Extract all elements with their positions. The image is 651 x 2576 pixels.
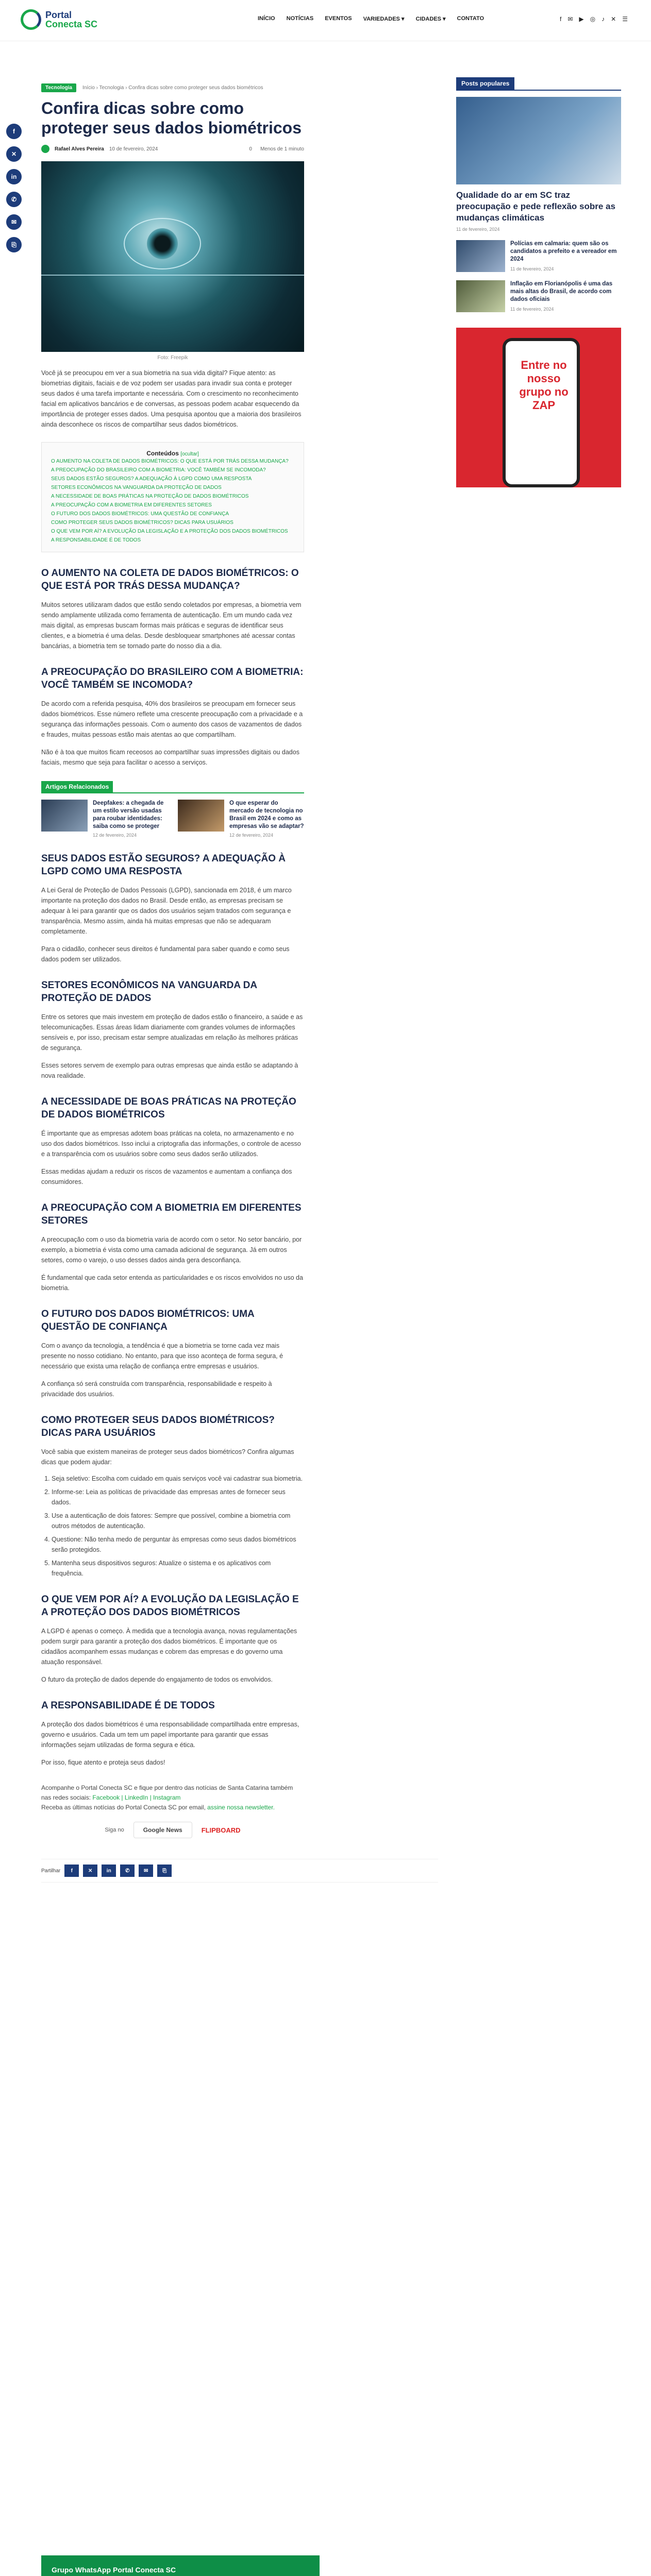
related-inline (41, 781, 304, 838)
google-news-button[interactable]: Google News (133, 1822, 192, 1838)
bottom-share-bar (41, 1859, 438, 1883)
toc-toggle[interactable]: [ocultar] (180, 451, 199, 457)
related-title[interactable]: Deepfakes: a chegada de um estilo versão usadas para roubar identidades: saiba como se proteger (93, 800, 164, 829)
share-linkedin-icon[interactable]: in (102, 1865, 116, 1877)
category-badge[interactable]: Tecnologia (41, 83, 76, 92)
section-heading: SETORES ECONÔMICOS NA VANGUARDA DA PROTEÇÃO DE DADOS (41, 980, 257, 1004)
tips-list (41, 1473, 304, 1579)
tip-item: 4. Questione: Não tenha medo de perguntar às empresas como seus dados biométricos serão protegidos. (52, 1534, 304, 1555)
section-heading: A NECESSIDADE DE BOAS PRÁTICAS NA PROTEÇÃO DE DADOS BIOMÉTRICOS (41, 1096, 296, 1120)
popular-big-title[interactable]: Qualidade do ar em SC traz preocupação e pede reflexão sobre as mudanças climáticas (456, 190, 615, 223)
author-name[interactable]: Rafael Alves Pereira (55, 146, 104, 152)
section-paragraph: Não é à toa que muitos ficam receosos ao compartilhar suas impressões digitais ou dados faciais, mesmo que seja para facilitar o acesso a serviços. (41, 749, 299, 766)
whatsapp-signup-form (41, 2555, 320, 2576)
share-x-icon[interactable]: ✕ (6, 146, 22, 162)
main-nav (258, 15, 484, 22)
share-whatsapp-icon[interactable]: ✆ (6, 192, 22, 207)
share-x-icon[interactable]: ✕ (83, 1865, 97, 1877)
flipboard-button[interactable]: FLIPBOARD (201, 1826, 241, 1834)
popular-thumb[interactable] (456, 240, 505, 272)
popular-item-title[interactable]: Inflação em Florianópolis é uma das mais altas do Brasil, de acordo com dados oficiais (510, 281, 613, 302)
breadcrumb: Início › Tecnologia › Confira dicas sobre como proteger seus dados biométricos (82, 85, 263, 91)
section-paragraph: Com o avanço da tecnologia, a tendência é que a biometria se torne cada vez mais presente no nosso cotidiano. No entanto, para que isso aconteça de forma segura, é necessário que exista uma relação de confiança entre empresas e usuários. (41, 1342, 283, 1370)
nav-item-noticias[interactable]: NOTÍCIAS (286, 15, 314, 22)
share-linkedin-icon[interactable]: in (6, 169, 22, 184)
section-paragraph: Entre os setores que mais investem em proteção de dados estão o financeiro, a saúde e as telecomunicações. Essas áreas lidam diariamente com grandes volumes de informações sensíveis e, por isso, precisam estar sempre atualizadas em relação às melhores práticas de segurança. (41, 1013, 303, 1052)
section-heading: A RESPONSABILIDADE É DE TODOS (41, 1700, 215, 1711)
toc-item[interactable]: SETORES ECONÔMICOS NA VANGUARDA DA PROTEÇÃO DE DADOS (51, 485, 222, 490)
nav-item-variedades[interactable]: VARIEDADES ▾ (363, 16, 405, 22)
email-icon[interactable]: ✉ (567, 15, 573, 23)
related-inline-card[interactable] (41, 800, 168, 838)
section-paragraph: É fundamental que cada setor entenda as particularidades e os riscos envolvidos no uso da biometria. (41, 1274, 303, 1292)
toc-item[interactable]: O AUMENTO NA COLETA DE DADOS BIOMÉTRICOS: O QUE ESTÁ POR TRÁS DESSA MUDANÇA? (51, 459, 289, 464)
form-title: Grupo WhatsApp Portal Conecta SC (52, 2566, 176, 2574)
tip-item: 1. Seja seletivo: Escolha com cuidado em quais serviços você vai cadastrar sua biometria. (52, 1473, 304, 1484)
related-date: 12 de fevereiro, 2024 (93, 833, 137, 838)
share-copy-icon[interactable]: ⎘ (6, 237, 22, 252)
read-time: Menos de 1 minuto (260, 146, 304, 152)
site-logo[interactable] (21, 9, 97, 30)
newsletter-link[interactable]: assine nossa newsletter. (207, 1804, 275, 1811)
section-paragraph: Essas medidas ajudam a reduzir os riscos de vazamentos e aumentam a confiança dos consumidores. (41, 1168, 292, 1185)
section-paragraph: É importante que as empresas adotem boas práticas na coleta, no armazenamento e no uso dos dados biométricos. Isso inclui a criptografia das informações, o controle de acesso e a transparência com os usuários sobre como seus dados serão utilizados. (41, 1130, 301, 1158)
header-social (560, 15, 628, 23)
popular-item-date: 11 de fevereiro, 2024 (510, 266, 554, 272)
section-heading: O QUE VEM POR AÍ? A EVOLUÇÃO DA LEGISLAÇÃO E A PROTEÇÃO DOS DADOS BIOMÉTRICOS (41, 1594, 299, 1618)
nav-item-cidades[interactable]: CIDADES ▾ (415, 16, 446, 22)
related-date: 12 de fevereiro, 2024 (229, 833, 274, 838)
related-thumb[interactable] (178, 800, 224, 832)
section-paragraph: A LGPD é apenas o começo. À medida que a tecnologia avança, novas regulamentações podem surgir para garantir a proteção dos dados biométricos. É importante que os cidadãos acompanhem essas mudanças e cobrem das empresas e do governo uma atuação responsável. (41, 1628, 297, 1666)
popular-item[interactable] (456, 280, 621, 312)
share-label: Partilhar (41, 1868, 61, 1874)
section-paragraph: A preocupação com o uso da biometria varia de acordo com o setor. No setor bancário, por exemplo, a biometria é vista como uma camada adicional de segurança. Já em outros setores, como o varejo, o uso desses dados ainda gera desconfiança. (41, 1236, 302, 1264)
menu-icon[interactable]: ☰ (622, 15, 628, 23)
instagram-icon[interactable]: ◎ (590, 15, 596, 23)
section-heading: O AUMENTO NA COLETA DE DADOS BIOMÉTRICOS: O QUE ESTÁ POR TRÁS DESSA MUDANÇA? (41, 568, 299, 591)
share-facebook-icon[interactable]: f (6, 124, 22, 139)
follow-box (41, 1783, 304, 1812)
section-paragraph: Por isso, fique atento e proteja seus dados! (41, 1759, 165, 1766)
toc-item[interactable]: SEUS DADOS ESTÃO SEGUROS? A ADEQUAÇÃO À LGPD COMO UMA RESPOSTA (51, 476, 252, 482)
toc-item[interactable]: A RESPONSABILIDADE É DE TODOS (51, 537, 141, 543)
section-paragraph: Esses setores servem de exemplo para outras empresas que ainda estão se adaptando à nova realidade. (41, 1062, 298, 1079)
article-meta (41, 145, 304, 153)
tip-item: 3. Use a autenticação de dois fatores: Sempre que possível, combine a biometria com outros métodos de autenticação. (52, 1511, 304, 1531)
logo-mark-icon (21, 9, 41, 30)
intro-paragraph: Você já se preocupou em ver a sua biometria na sua vida digital? Fique atento: as biometrias digitais, faciais e de voz podem ser usadas para invadir sua conta e proteger seus dados é uma tarefa importante e necessária. Com o crescimento no reconhecimento facial em aplicativos bancários e de conversas, as pessoas podem acabar esquecendo da importância de proteger esses dados. Uma pesquisa apontou que a maioria dos brasileiros ainda desconhece os riscos de compartilhar seus dados biométricos. (41, 369, 302, 428)
follow-text: Acompanhe o Portal Conecta SC e fique por dentro das notícias de Santa Catarina também nas redes sociais: (41, 1784, 293, 1801)
popular-item-title[interactable]: Polícias em calmaria: quem são os candidatos a prefeito e a vereador em 2024 (510, 241, 617, 262)
share-facebook-icon[interactable]: f (64, 1865, 79, 1877)
youtube-icon[interactable]: ▶ (579, 15, 584, 23)
follow-sub: Receba as últimas notícias do Portal Conecta SC por email, (41, 1804, 206, 1811)
comment-count[interactable]: 0 (249, 146, 252, 152)
related-thumb[interactable] (41, 800, 88, 832)
section-heading: SEUS DADOS ESTÃO SEGUROS? A ADEQUAÇÃO À LGPD COMO UMA RESPOSTA (41, 853, 286, 877)
toc-item[interactable]: A PREOCUPAÇÃO COM A BIOMETRIA EM DIFERENTES SETORES (51, 502, 212, 508)
logo-line2: Conecta SC (45, 19, 98, 29)
publish-date: 10 de fevereiro, 2024 (109, 146, 158, 152)
nav-item-contato[interactable]: CONTATO (457, 15, 485, 22)
toc-item[interactable]: O FUTURO DOS DADOS BIOMÉTRICOS: UMA QUESTÃO DE CONFIANÇA (51, 511, 229, 517)
share-email-icon[interactable]: ✉ (6, 214, 22, 230)
related-inline-title: Artigos Relacionados (41, 781, 113, 792)
section-paragraph: A confiança só será construída com transparência, responsabilidade e respeito à privacidade dos usuários. (41, 1380, 272, 1398)
section-paragraph: Muitos setores utilizaram dados que estão sendo coletados por empresas, a biometria vem sendo amplamente utilizada como ferramenta de autenticação. Em um mundo cada vez mais digital, as empresas buscam formas mais práticas e seguras de identificar seus clientes, e a biometria é uma delas. Desde desbloquear smartphones até acessar contas bancárias, a biometria tem se tornado parte do nosso dia a dia. (41, 601, 302, 650)
page-title: Confira dicas sobre como proteger seus dados biométricos (41, 99, 302, 137)
sidebar (456, 77, 621, 487)
popular-big-image[interactable] (456, 97, 621, 184)
site-header (0, 0, 651, 41)
nav-item-eventos[interactable]: EVENTOS (325, 15, 352, 22)
section-paragraph: A Lei Geral de Proteção de Dados Pessoais (LGPD), sancionada em 2018, é um marco importante na proteção dos dados no Brasil. Desde então, as empresas precisam se adequar à lei para garantir que os dados dos usuários sejam tratados com segurança e transparência. Mesmo assim, ainda há muitas empresas que não se adequaram completamente. (41, 887, 292, 935)
x-icon[interactable]: ✕ (611, 15, 616, 23)
facebook-icon[interactable]: f (560, 15, 562, 23)
section-paragraph: O futuro da proteção de dados depende do engajamento de todos os envolvidos. (41, 1676, 273, 1683)
tip-item: 2. Informe-se: Leia as políticas de privacidade das empresas antes de fornecer seus dados. (52, 1487, 304, 1507)
popular-big-date: 11 de fevereiro, 2024 (456, 227, 500, 232)
share-copy-icon[interactable]: ⎘ (157, 1865, 172, 1877)
gnews-label: Siga no (105, 1827, 124, 1833)
nav-item-inicio[interactable]: INÍCIO (258, 15, 275, 22)
toc-item[interactable]: COMO PROTEGER SEUS DADOS BIOMÉTRICOS? DICAS PARA USUÁRIOS (51, 520, 233, 526)
tip-item: 5. Mantenha seus dispositivos seguros: Atualize o sistema e os aplicativos com frequência. (52, 1558, 304, 1579)
logo-line1: Portal (45, 10, 72, 20)
whatsapp-group-ad[interactable] (456, 328, 621, 487)
google-news-follow (41, 1822, 304, 1838)
section-heading: COMO PROTEGER SEUS DADOS BIOMÉTRICOS? DICAS PARA USUÁRIOS (41, 1415, 275, 1438)
toc-title: Conteúdos [ocultar] (146, 450, 199, 457)
iris (147, 228, 178, 259)
section-paragraph: Você sabia que existem maneiras de proteger seus dados biométricos? Confira algumas dicas que podem ajudar: (41, 1448, 294, 1466)
section-paragraph: Para o cidadão, conhecer seus direitos é fundamental para saber quando e como seus dados podem ser utilizados. (41, 945, 290, 963)
ad-text: Entre no nosso grupo no ZAP (519, 359, 569, 412)
table-of-contents (41, 442, 304, 552)
popular-thumb[interactable] (456, 280, 505, 312)
popular-item-date: 11 de fevereiro, 2024 (510, 307, 554, 312)
section-paragraph: A proteção dos dados biométricos é uma responsabilidade compartilhada entre empresas, governo e usuários. Cada um tem um papel importante para garantir que essas informações sejam utilizadas de forma segura e ética. (41, 1721, 299, 1749)
follow-links[interactable]: Facebook | LinkedIn | Instagram (92, 1794, 181, 1801)
related-title[interactable]: O que esperar do mercado de tecnologia no Brasil em 2024 e como as empresas vão se adaptar? (229, 800, 304, 829)
hero-image (41, 161, 304, 352)
toc-item[interactable]: O QUE VEM POR AÍ? A EVOLUÇÃO DA LEGISLAÇÃO E A PROTEÇÃO DOS DADOS BIOMÉTRICOS (51, 529, 288, 534)
section-paragraph: De acordo com a referida pesquisa, 40% dos brasileiros se preocupam em fornecer seus dados biométricos. Esse número reflete uma crescente preocupação com a privacidade e a segurança das informações pessoais. Com o aumento dos casos de vazamentos de dados e fraudes, muitas pessoas estão mais atentas ao que compartilham. (41, 700, 303, 738)
scan-line (41, 275, 304, 276)
section-heading: O FUTURO DOS DADOS BIOMÉTRICOS: UMA QUESTÃO DE CONFIANÇA (41, 1309, 255, 1332)
toc-item[interactable]: A NECESSIDADE DE BOAS PRÁTICAS NA PROTEÇÃO DE DADOS BIOMÉTRICOS (51, 494, 249, 499)
section-heading: A PREOCUPAÇÃO DO BRASILEIRO COM A BIOMETRIA: VOCÊ TAMBÉM SE INCOMODA? (41, 667, 304, 690)
floating-share-bar (6, 124, 24, 260)
image-caption: Foto: Freepik (157, 355, 188, 361)
toc-item[interactable]: A PREOCUPAÇÃO DO BRASILEIRO COM A BIOMETRIA: VOCÊ TAMBÉM SE INCOMODA? (51, 467, 266, 473)
article (41, 82, 438, 1883)
share-email-icon[interactable]: ✉ (139, 1865, 153, 1877)
share-whatsapp-icon[interactable]: ✆ (120, 1865, 135, 1877)
avatar (41, 145, 49, 153)
section-heading: A PREOCUPAÇÃO COM A BIOMETRIA EM DIFERENTES SETORES (41, 1202, 302, 1226)
popular-posts-title: Posts populares (456, 77, 514, 90)
tiktok-icon[interactable]: ♪ (602, 15, 605, 23)
popular-item[interactable] (456, 240, 621, 272)
related-inline-card[interactable] (178, 800, 304, 838)
